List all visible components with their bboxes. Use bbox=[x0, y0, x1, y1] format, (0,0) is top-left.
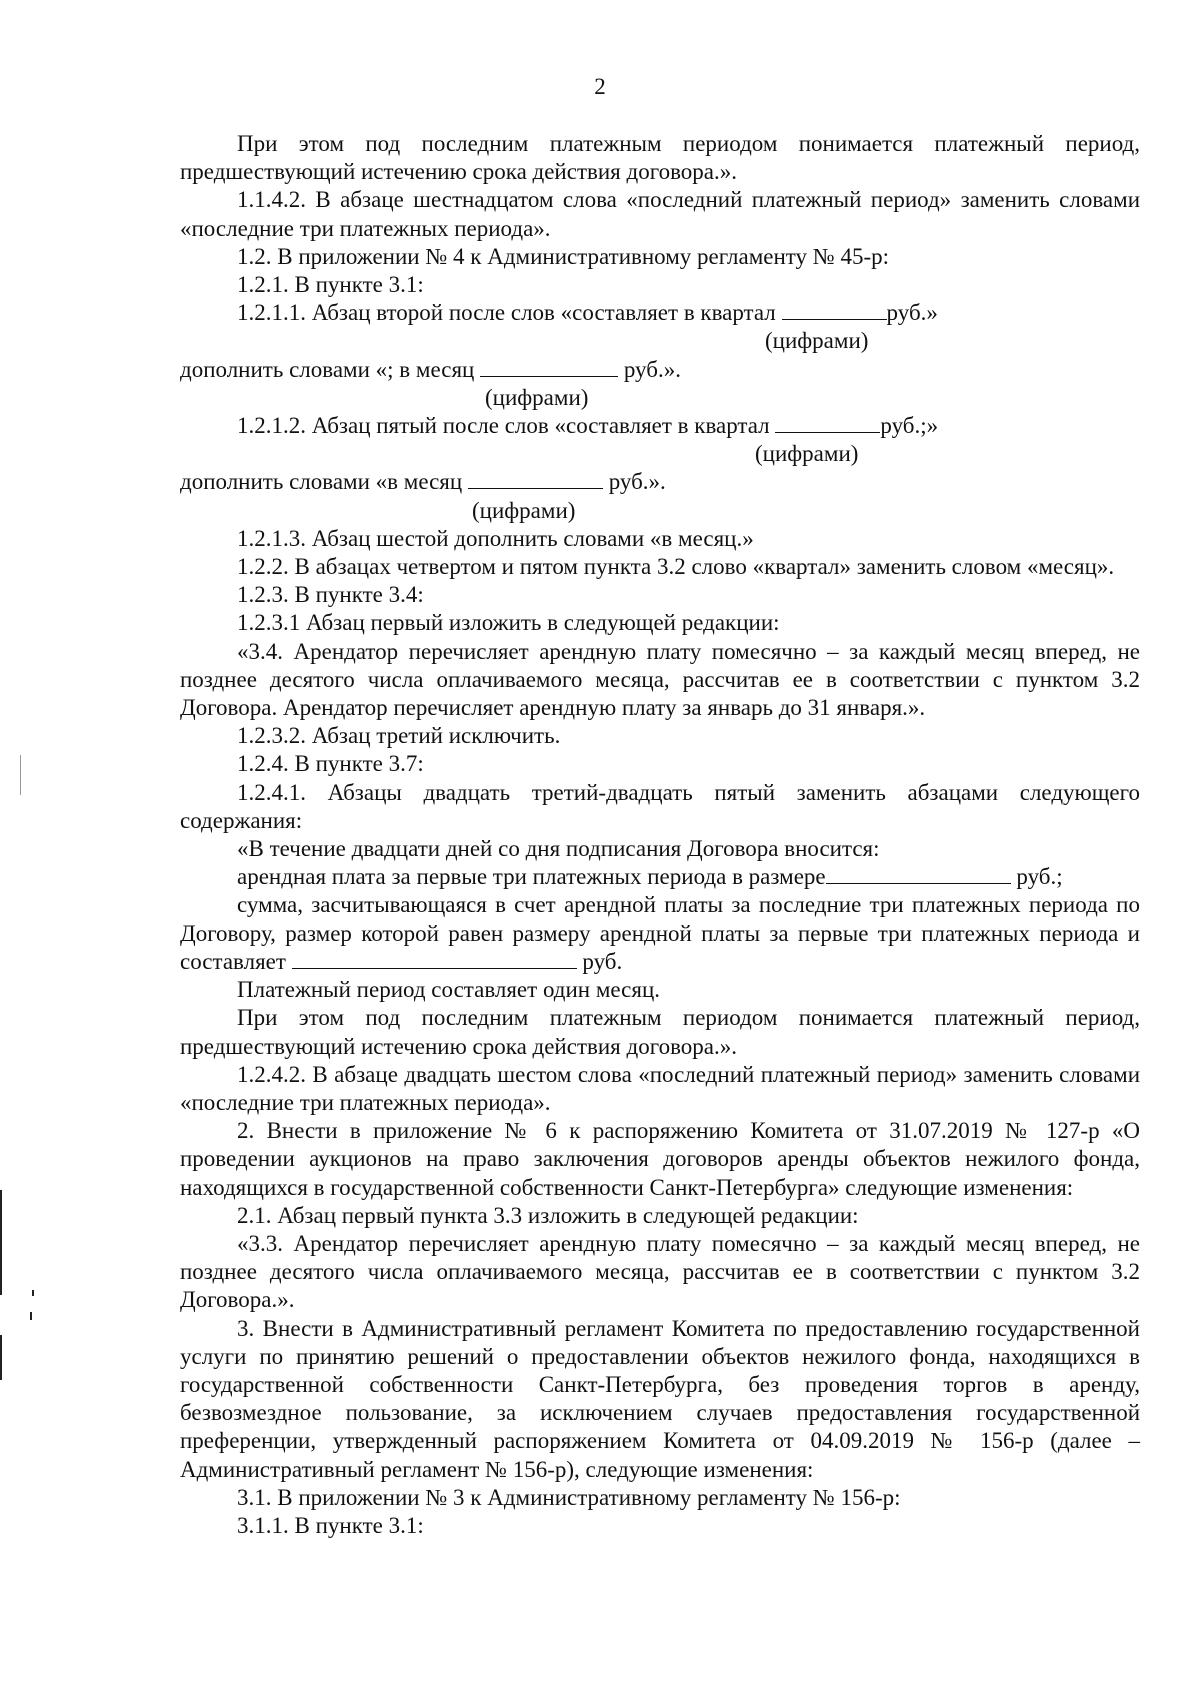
paragraph: 1.2.3.1 Абзац первый изложить в следующей редакции: bbox=[237, 610, 780, 636]
paragraph bbox=[180, 891, 1140, 976]
paragraph-text: дополнить словами «в месяц bbox=[180, 469, 468, 495]
blank-line bbox=[775, 412, 880, 433]
paragraph-text: руб.;» bbox=[880, 413, 939, 439]
scan-artifact bbox=[0, 1190, 2, 1295]
paragraph bbox=[180, 299, 1140, 327]
scan-artifact bbox=[32, 1290, 34, 1296]
paragraph: 1.2.3. В пункте 3.4: bbox=[237, 582, 424, 608]
scan-artifact bbox=[20, 755, 21, 795]
paragraph: 1.1.4.2. В абзаце шестнадцатом слова «последний платежный период» заменить словами «последние три платежных периода». bbox=[180, 187, 1140, 241]
blank-line bbox=[782, 299, 887, 320]
page-number: 2 bbox=[594, 74, 606, 99]
paragraph: 1.2.1. В пункте 3.1: bbox=[237, 272, 424, 298]
caption: (цифрами) bbox=[765, 328, 869, 354]
paragraph: 2. Внести в приложение № 6 к распоряжению Комитета от 31.07.2019 № 127-р «О проведении аукционов на право заключения договоров аренды объектов нежилого фонда, находящихся в государственной собственности Санкт-Петербурга» следующие изменения: bbox=[180, 1118, 1140, 1200]
paragraph bbox=[180, 412, 1140, 440]
caption: (цифрами) bbox=[755, 441, 859, 467]
paragraph-text: 1.2.1.1. Абзац второй после слов «составляет в квартал bbox=[237, 300, 782, 326]
paragraph: 1.2.4.2. В абзаце двадцать шестом слова «последний платежный период» заменить словами «последние три платежных периода». bbox=[180, 1061, 1140, 1115]
paragraph: 3. Внести в Административный регламент Комитета по предоставлению государственной услуги по принятию решений о предоставлении объектов нежилого фонда, находящихся в государственной собственности Санкт-Петербурга, без проведения торгов в аренду, безвозмездное пользование, за исключением случаев предоставления государственной преференции, утвержденный распоряжением Комитета от 04.09.2019 № 156-р (далее – Административный регламент № 156-р), следующие изменения: bbox=[180, 1315, 1140, 1482]
paragraph: 1.2.4. В пункте 3.7: bbox=[237, 751, 424, 777]
paragraph: 1.2. В приложении № 4 к Административному регламенту № 45-р: bbox=[237, 243, 890, 269]
paragraph: 3.1. В приложении № 3 к Административному регламенту № 156-р: bbox=[237, 1484, 901, 1510]
paragraph: «3.3. Арендатор перечисляет арендную плату помесячно – за каждый месяц вперед, не позднее десятого числа оплачиваемого месяца, рассчитав ее в соответствии с пунктом 3.2 Договора.». bbox=[180, 1230, 1140, 1313]
paragraph-text: арендная плата за первые три платежных периода в размере bbox=[237, 864, 826, 890]
caption: (цифрами) bbox=[485, 384, 589, 410]
blank-line bbox=[480, 356, 618, 377]
document-body bbox=[180, 130, 1140, 1540]
paragraph: При этом под последним платежным периодом понимается платежный период, предшествующий истечению срока действия договора.». bbox=[180, 131, 1140, 185]
paragraph: 1.2.1.3. Абзац шестой дополнить словами «в месяц.» bbox=[237, 525, 754, 551]
scan-artifact bbox=[30, 1312, 32, 1320]
blank-line bbox=[468, 468, 603, 489]
paragraph: При этом под последним платежным периодом понимается платежный период, предшествующий истечению срока действия договора.». bbox=[180, 1005, 1140, 1059]
paragraph-text: дополнить словами «; в месяц bbox=[180, 356, 481, 382]
blank-line bbox=[826, 863, 1011, 884]
paragraph: «3.4. Арендатор перечисляет арендную плату помесячно – за каждый месяц вперед, не позднее десятого числа оплачиваемого месяца, рассчитав ее в соответствии с пунктом 3.2 Договора. Арендатор перечисляет арендную плату за январь до 31 января.». bbox=[180, 638, 1140, 721]
paragraph: 3.1.1. В пункте 3.1: bbox=[237, 1512, 424, 1538]
paragraph-text: руб.» bbox=[886, 300, 938, 326]
blank-line bbox=[292, 948, 577, 969]
paragraph: 1.2.2. В абзацах четвертом и пятом пункта 3.2 слово «квартал» заменить словом «месяц». bbox=[237, 554, 1115, 580]
paragraph-text: руб. bbox=[576, 948, 623, 974]
paragraph-text: 1.2.1.2. Абзац пятый после слов «составляет в квартал bbox=[237, 413, 776, 439]
paragraph-text: руб.». bbox=[602, 469, 666, 495]
paragraph: 2.1. Абзац первый пункта 3.3 изложить в следующей редакции: bbox=[237, 1202, 859, 1228]
paragraph-text: руб.». bbox=[618, 356, 681, 382]
paragraph-text: сумма, засчитывающаяся в счет арендной платы за последние три платежных периода по Договору, размер которой равен размеру арендной платы за первые три платежных периода и составляет bbox=[180, 892, 1140, 974]
caption: (цифрами) bbox=[472, 497, 576, 523]
paragraph: «В течение двадцати дней со дня подписания Договора вносится: bbox=[237, 836, 880, 862]
paragraph bbox=[180, 863, 1140, 891]
paragraph: Платежный период составляет один месяц. bbox=[237, 977, 661, 1003]
scan-artifact bbox=[0, 1335, 2, 1380]
paragraph-text: руб.; bbox=[1010, 864, 1063, 890]
paragraph: 1.2.3.2. Абзац третий исключить. bbox=[237, 723, 561, 749]
paragraph bbox=[180, 356, 1140, 384]
paragraph bbox=[180, 468, 1140, 496]
paragraph: 1.2.4.1. Абзацы двадцать третий-двадцать пятый заменить абзацами следующего содержания: bbox=[180, 779, 1140, 833]
